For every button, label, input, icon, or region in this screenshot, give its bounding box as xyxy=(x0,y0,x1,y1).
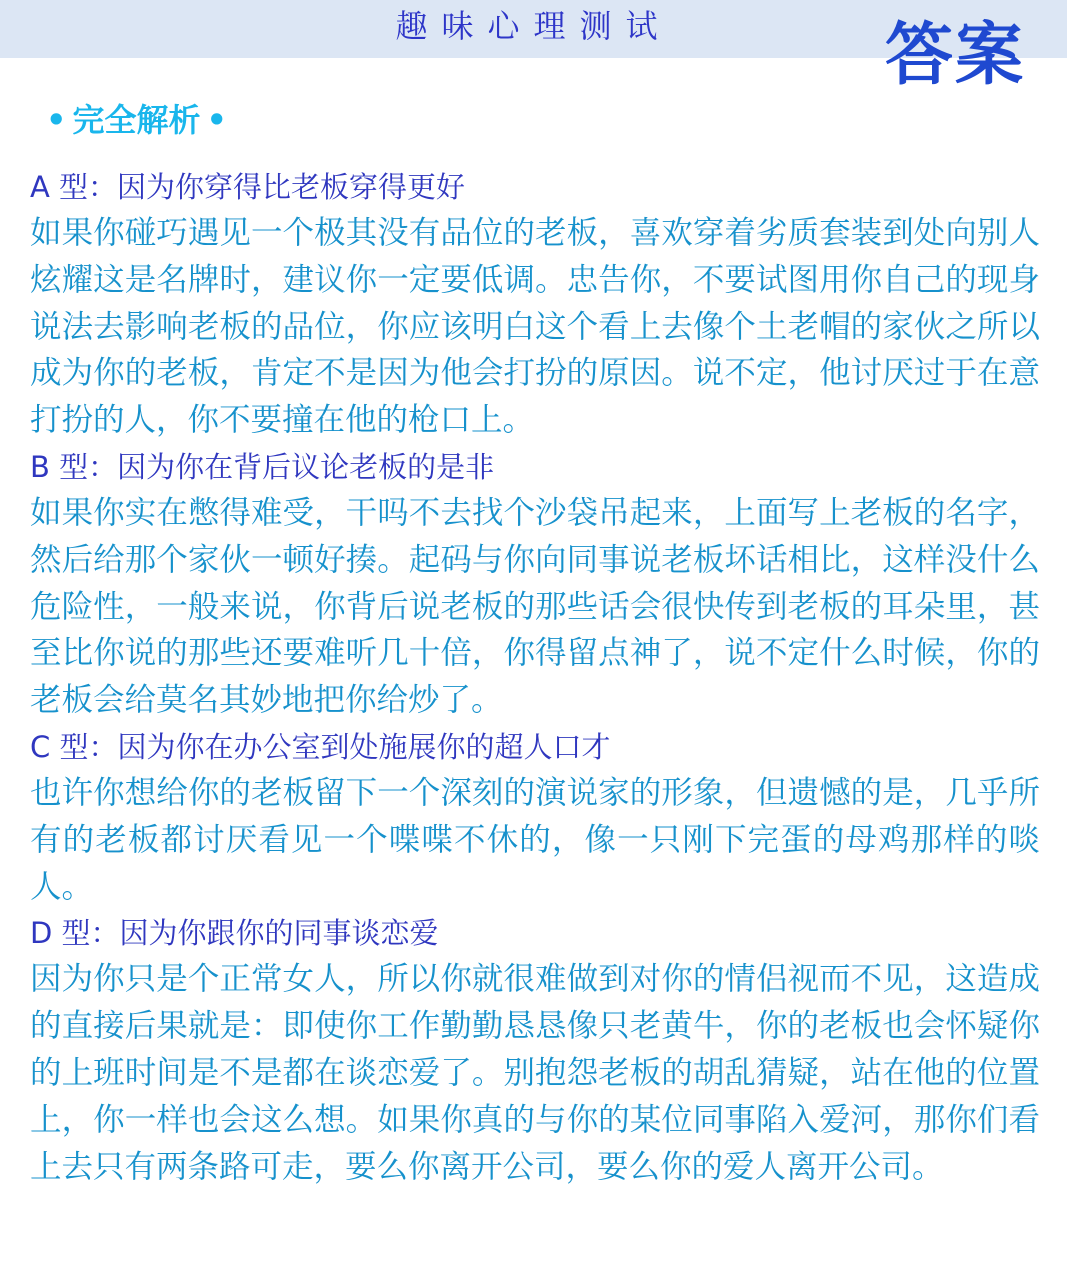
type-b-heading: B 型：因为你在背后议论老板的是非 xyxy=(30,449,495,484)
bullet-dot-right: • xyxy=(206,101,227,139)
page-title: 趣味心理测试 xyxy=(395,7,672,45)
type-a-block xyxy=(30,164,1040,444)
section-title xyxy=(40,96,233,144)
type-a-body: 如果你碰巧遇见一个极其没有品位的老板，喜欢穿着劣质套装到处向别人炫耀这是名牌时，建议你一定要低调。忠告你，不要试图用你自己的现身说法去影响老板的品位，你应该明白这个看上去像个土老帽的家伙之所以成为你的老板，肯定不是因为他会打扮的原因。说不定，他讨厌过于在意打扮的人，你不要撞在他的枪口上。 xyxy=(30,215,1040,439)
type-b-block xyxy=(30,444,1040,724)
type-c-block xyxy=(30,724,1040,910)
type-b-body: 如果你实在憋得难受，干吗不去找个沙袋吊起来，上面写上老板的名字，然后给那个家伙一顿好揍。起码与你向同事说老板坏话相比，这样没什么危险性，一般来说，你背后说老板的那些话会很快传到老板的耳朵里，甚至比你说的那些还要难听几十倍，你得留点神了，说不定什么时候，你的老板会给莫名其妙地把你给炒了。 xyxy=(30,494,1040,719)
type-c-heading: C 型：因为你在办公室到处施展你的超人口才 xyxy=(30,729,611,764)
type-d-heading: D 型：因为你跟你的同事谈恋爱 xyxy=(30,916,439,951)
type-c-body: 也许你想给你的老板留下一个深刻的演说家的形象，但遗憾的是，几乎所有的老板都讨厌看见一个喋喋不休的，像一只刚下完蛋的母鸡那样的啖人。 xyxy=(30,774,1040,905)
type-a-heading: A 型：因为你穿得比老板穿得更好 xyxy=(30,170,466,204)
bullet-dot-left: • xyxy=(46,101,67,139)
type-d-block xyxy=(30,910,1040,1190)
answer-label: 答案 xyxy=(884,16,1025,95)
section-title-text: 完全解析 xyxy=(72,101,201,139)
answer-content xyxy=(30,164,1040,1190)
type-d-body: 因为你只是个正常女人，所以你就很难做到对你的情侣视而不见，这造成的直接后果就是：即使你工作勤勤恳恳像只老黄牛，你的老板也会怀疑你的上班时间是不是都在谈恋爱了。别抱怨老板的胡乱猜疑，站在他的位置上，你一样也会这么想。如果你真的与你的某位同事陷入爱河，那你们看上去只有两条路可走，要么你离开公司，要么你的爱人离开公司。 xyxy=(30,961,1040,1185)
